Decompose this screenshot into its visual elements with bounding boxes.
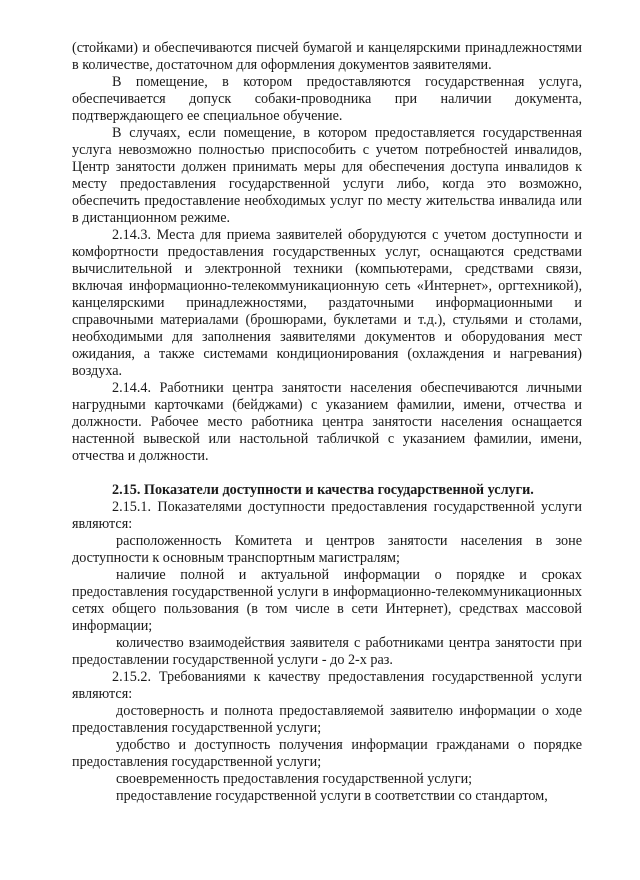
list-item-timeliness: своевременность предоставления государственной услуги; <box>116 771 473 787</box>
document-page <box>72 40 582 805</box>
paragraph-2-14-4: 2.14.4. Работники центра занятости населения обеспечиваются личными нагрудными карточками (бейджами) с указанием фамилии, имени, отчества и должности. Рабочее место работника центра занятости населения оснащается настенной вывеской или настольной табличкой с указанием фамилии, имени, отчества и должности. <box>72 380 582 464</box>
list-item-convenience: удобство и доступность получения информации гражданами о порядке предоставления государственной услуги; <box>72 737 582 770</box>
list-item-interactions: количество взаимодействия заявителя с работниками центра занятости при предоставлении государственной услуги - до 2-х раз. <box>72 635 582 668</box>
list-item-location: расположенность Комитета и центров занятости населения в зоне доступности к основным транспортным магистралям; <box>72 533 582 566</box>
section-gap <box>72 465 582 482</box>
paragraph-2-14-3: 2.14.3. Места для приема заявителей оборудуются с учетом доступности и комфортности предоставления государственных услуг, оснащаются средствами вычислительной и электронной техники (компьютерами, средствами связи, включая информационно-телекоммуникационную сеть «Интернет», оргтехникой), канцелярскими принадлежностями, раздаточными информационными и справочными материалами (брошюрами, буклетами и т.д.), стульями и столами, необходимыми для заполнения заявителями документов и оборудования мест ожидания, а также системами кондиционирования (охлаждения и нагревания) воздуха. <box>72 227 582 379</box>
paragraph-guide-dog: В помещение, в котором предоставляются государственная услуга, обеспечивается допуск собаки-проводника при наличии документа, подтверждающего ее специальное обучение. <box>72 74 582 124</box>
list-item-standard: предоставление государственной услуги в соответствии со стандартом, <box>116 788 548 804</box>
paragraph-disabled-access: В случаях, если помещение, в котором предоставляется государственная услуга невозможно полностью приспособить с учетом потребностей инвалидов, Центр занятости должен принимать меры для обеспечения доступа инвалидов к месту предоставления государственной услуги либо, когда это возможно, обеспечить предоставление необходимых услуг по месту жительства инвалида или в дистанционном режиме. <box>72 125 582 226</box>
paragraph-2-15-2: 2.15.2. Требованиями к качеству предоставления государственной услуги являются: <box>72 669 582 702</box>
list-item-reliability: достоверность и полнота предоставляемой заявителю информации о ходе предоставления государственной услуги; <box>72 703 582 736</box>
paragraph-equipment-end: (стойками) и обеспечиваются писчей бумагой и канцелярскими принадлежностями в количестве, достаточном для оформления документов заявителями. <box>72 40 582 73</box>
list-item-information: наличие полной и актуальной информации о порядке и сроках предоставления государственной услуги в информационно-телекоммуникационных сетях общего пользования (в том числе в сети Интернет), средствах массовой информации; <box>72 567 582 634</box>
paragraph-2-15-1: 2.15.1. Показателями доступности предоставления государственной услуги являются: <box>72 499 582 532</box>
section-heading-2-15: 2.15. Показатели доступности и качества государственной услуги. <box>112 482 534 498</box>
